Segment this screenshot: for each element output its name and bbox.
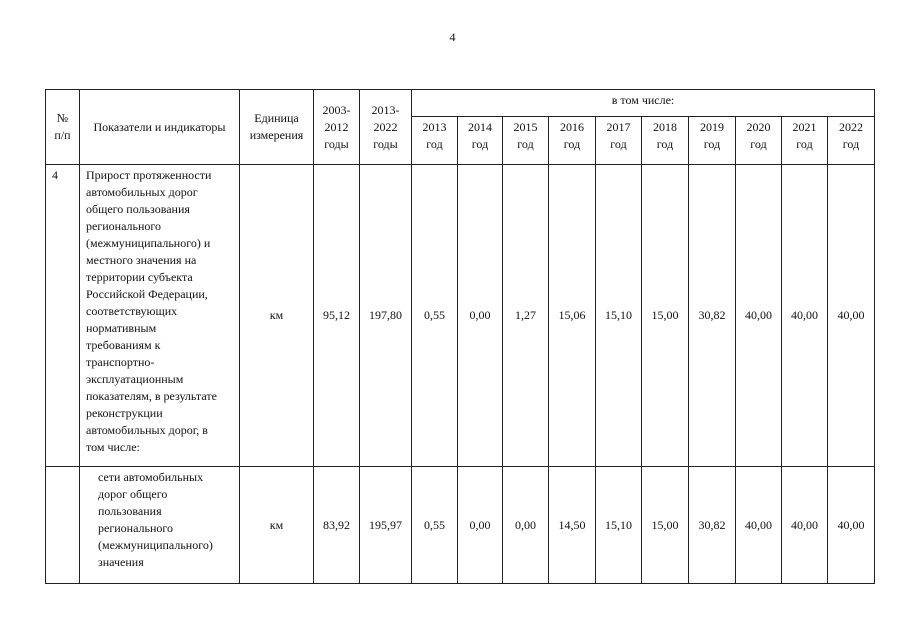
header-period-2013-2022 bbox=[360, 90, 412, 165]
value-2017: 15,10 bbox=[596, 467, 642, 584]
value-2021: 40,00 bbox=[782, 165, 828, 467]
value-2019: 30,82 bbox=[689, 467, 736, 584]
value-2017: 15,10 bbox=[596, 165, 642, 467]
header-year-2021: 2021 год bbox=[782, 117, 828, 165]
value-2022: 40,00 bbox=[828, 467, 875, 584]
header-year-2018: 2018 год bbox=[642, 117, 689, 165]
value-2020: 40,00 bbox=[736, 165, 782, 467]
indicator-name: Прирост протяженности автомобильных дорог общего пользования регионального (межмуниципального) и местного значения на территории субъекта Российской Федерации, соответствующих нормативным требованиям к транспортно- эксплуатационным показателям, в результате реконструкции автомобильных дорог, в том числе: bbox=[80, 165, 240, 467]
header-year-2017: 2017 год bbox=[596, 117, 642, 165]
value-2018: 15,00 bbox=[642, 467, 689, 584]
header-period2-line1: 2013- bbox=[371, 102, 400, 117]
table-row bbox=[46, 467, 875, 584]
value-2022: 40,00 bbox=[828, 165, 875, 467]
value-2003-2012: 95,12 bbox=[314, 165, 360, 467]
row-number bbox=[46, 467, 80, 584]
unit-cell: км bbox=[240, 165, 314, 467]
header-period1-line2: 2012 bbox=[324, 119, 349, 134]
header-year-2022: 2022 год bbox=[828, 117, 875, 165]
value-2013: 0,55 bbox=[412, 165, 458, 467]
value-2013-2022: 197,80 bbox=[360, 165, 412, 467]
header-no bbox=[46, 90, 80, 165]
unit-cell: км bbox=[240, 467, 314, 584]
header-year-2020: 2020 год bbox=[736, 117, 782, 165]
value-2018: 15,00 bbox=[642, 165, 689, 467]
value-2003-2012: 83,92 bbox=[314, 467, 360, 584]
value-2013: 0,55 bbox=[412, 467, 458, 584]
header-row-1 bbox=[46, 90, 875, 117]
table-row bbox=[46, 165, 875, 467]
header-period1-line3: годы bbox=[324, 136, 349, 151]
header-year-2015: 2015 год bbox=[503, 117, 549, 165]
value-2019: 30,82 bbox=[689, 165, 736, 467]
header-year-2013: 2013 год bbox=[412, 117, 458, 165]
header-year-2016: 2016 год bbox=[549, 117, 596, 165]
header-period2-line3: годы bbox=[373, 136, 398, 151]
value-2021: 40,00 bbox=[782, 467, 828, 584]
value-2020: 40,00 bbox=[736, 467, 782, 584]
value-2016: 14,50 bbox=[549, 467, 596, 584]
header-year-2019: 2019 год bbox=[689, 117, 736, 165]
header-period1-line1: 2003- bbox=[322, 102, 351, 117]
row-number: 4 bbox=[46, 165, 80, 467]
value-2013-2022: 195,97 bbox=[360, 467, 412, 584]
header-unit bbox=[240, 90, 314, 165]
header-year-2014: 2014 год bbox=[458, 117, 503, 165]
value-2014: 0,00 bbox=[458, 165, 503, 467]
header-unit-line1: Единица bbox=[254, 111, 299, 125]
header-period2-line2: 2022 bbox=[373, 119, 398, 134]
indicators-table bbox=[45, 89, 875, 584]
header-no-line1: № bbox=[56, 111, 69, 125]
header-including: в том числе: bbox=[412, 90, 875, 117]
indicator-name: сети автомобильных дорог общего пользования регионального (межмуниципального) значения bbox=[80, 467, 240, 584]
value-2016: 15,06 bbox=[549, 165, 596, 467]
header-unit-line2: измерения bbox=[249, 128, 304, 142]
header-indicator: Показатели и индикаторы bbox=[80, 90, 240, 165]
header-no-line2: п/п bbox=[54, 128, 71, 142]
value-2014: 0,00 bbox=[458, 467, 503, 584]
value-2015: 0,00 bbox=[503, 467, 549, 584]
page-number: 4 bbox=[449, 30, 456, 44]
value-2015: 1,27 bbox=[503, 165, 549, 467]
header-period-2003-2012 bbox=[314, 90, 360, 165]
